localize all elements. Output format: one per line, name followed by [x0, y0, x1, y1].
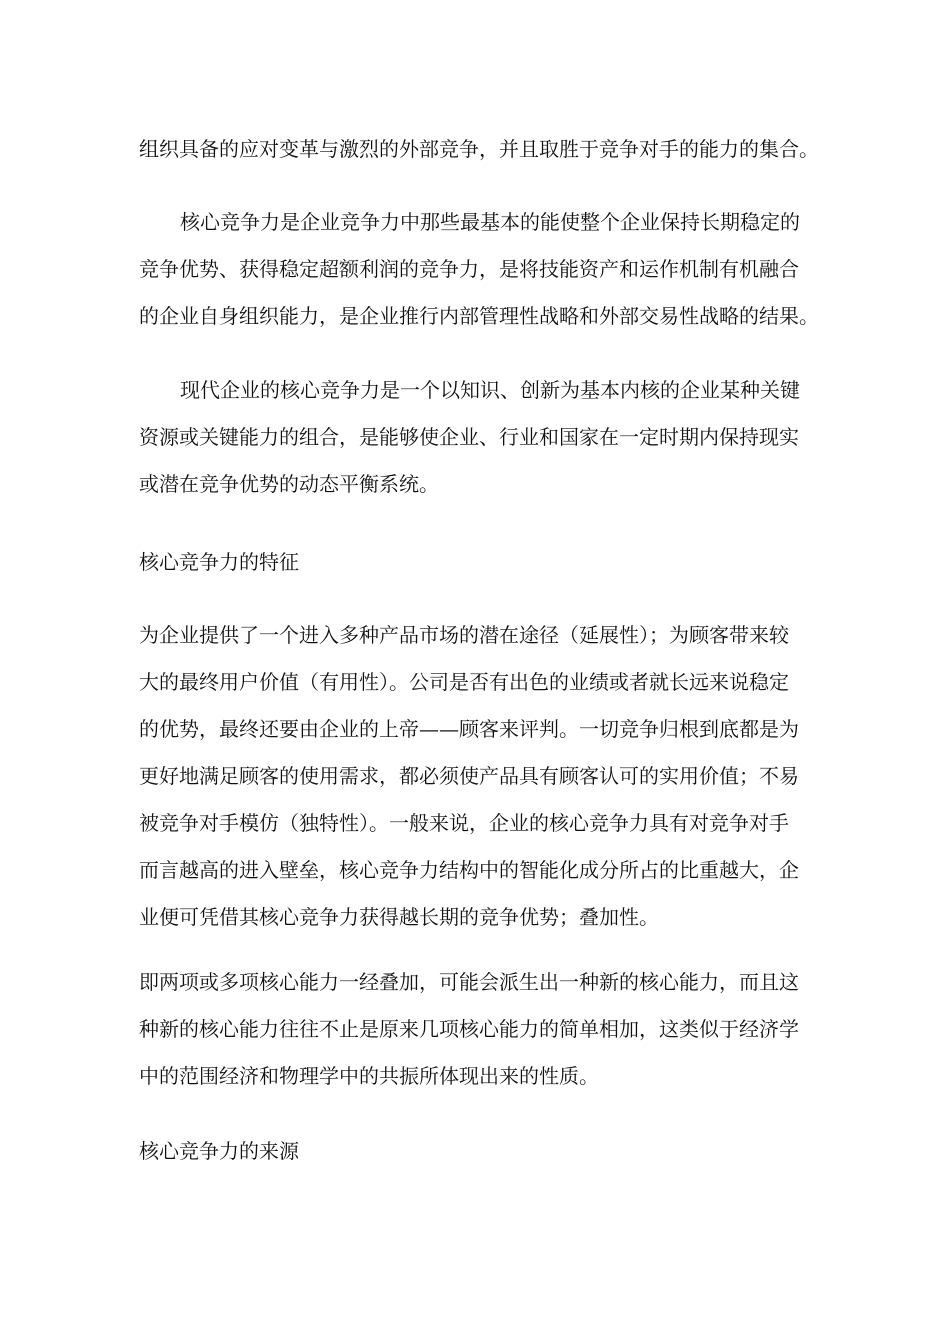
text-line: 即两项或多项核心能力一经叠加，可能会派生出一种新的核心能力，而且这 [139, 970, 799, 994]
text-line: 的企业自身组织能力，是企业推行内部管理性战略和外部交易性战略的结果。 [139, 304, 819, 328]
heading-line: 核心竞争力的来源 [139, 1139, 299, 1163]
text-line: 而言越高的进入壁垒，核心竞争力结构中的智能化成分所占的比重越大，企 [139, 858, 799, 882]
paragraph-modern-core-competence [139, 367, 819, 508]
text-line: 中的范围经济和物理学中的共振所体现出来的性质。 [139, 1064, 599, 1088]
text-line: 现代企业的核心竞争力是一个以知识、创新为基本内核的企业某种关键 [180, 378, 800, 402]
text-line: 种新的核心能力往往不止是原来几项核心能力的简单相加，这类似于经济学 [139, 1017, 799, 1041]
text-line: 为企业提供了一个进入多种产品市场的潜在途径（延展性）；为顾客带来较 [139, 623, 789, 647]
text-line: 更好地满足顾客的使用需求，都必须使产品具有顾客认可的实用价值；不易 [139, 764, 799, 788]
text-line: 资源或关键能力的组合，是能够使企业、行业和国家在一定时期内保持现实 [139, 425, 799, 449]
paragraph-superposition [139, 959, 819, 1100]
text-line: 业便可凭借其核心竞争力获得越长期的竞争优势；叠加性。 [139, 905, 659, 929]
section-heading-features [139, 539, 819, 586]
paragraph-continuation [139, 126, 819, 173]
text-line: 或潜在竞争优势的动态平衡系统。 [139, 472, 439, 496]
text-line: 大的最终用户价值（有用性）。公司是否有出色的业绩或者就长远来说稳定 [139, 670, 789, 694]
text-line: 竞争优势、获得稳定超额利润的竞争力，是将技能资产和运作机制有机融合 [139, 257, 799, 281]
heading-line: 核心竞争力的特征 [139, 550, 299, 574]
text-line: 的优势，最终还要由企业的上帝——顾客来评判。一切竞争归根到底都是为 [139, 717, 799, 741]
paragraph-core-competence-definition [139, 199, 819, 340]
text-line: 组织具备的应对变革与激烈的外部竞争，并且取胜于竞争对手的能力的集合。 [139, 137, 819, 161]
section-heading-sources [139, 1128, 819, 1175]
text-line: 被竞争对手模仿（独特性）。一般来说，企业的核心竞争力具有对竞争对手 [139, 811, 789, 835]
text-line: 核心竞争力是企业竞争力中那些最基本的能使整个企业保持长期稳定的 [180, 210, 800, 234]
paragraph-features [139, 612, 819, 941]
